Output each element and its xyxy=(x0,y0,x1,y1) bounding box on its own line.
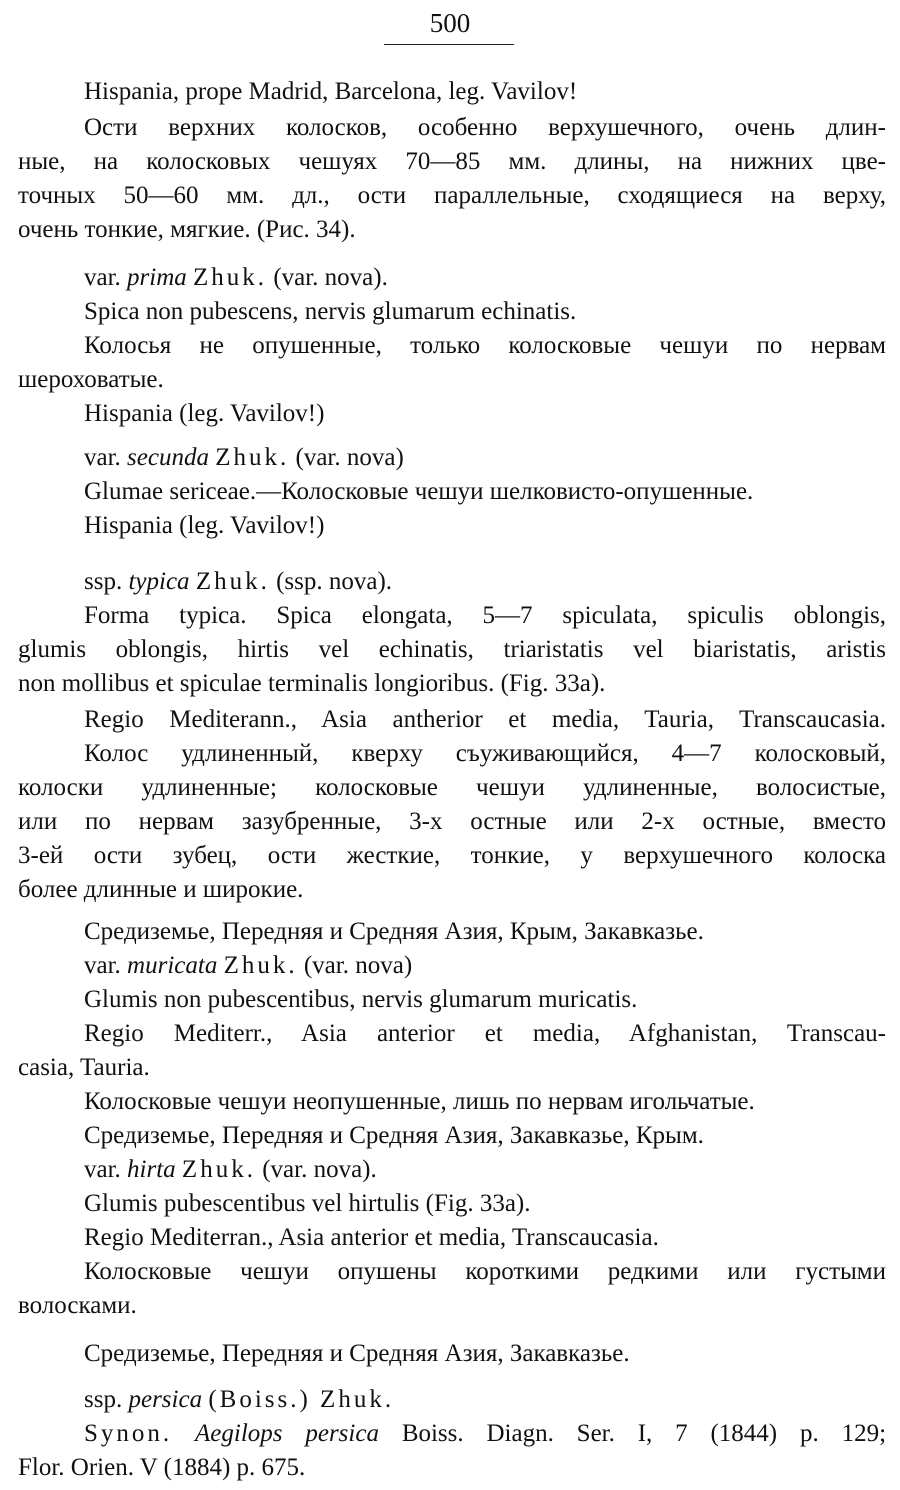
text-line: Glumae sericeae.—Колосковые чешуи шелковисто-опушенные. xyxy=(84,478,754,505)
text-line: 3-ей ости зубец, ости жесткие, тонкие, у верхушечного колоска xyxy=(18,842,886,869)
text-line: Glumis pubescentibus vel hirtulis (Fig. 33a). xyxy=(84,1190,531,1217)
synonym-line: Synon. Aegilops persica Boiss. Diagn. Ser. I, 7 (1844) p. 129; xyxy=(84,1420,887,1447)
text-line: Ости верхних колосков, особенно верхушечного, очень длин- xyxy=(84,114,886,141)
taxon-heading-persica: ssp. persica (Boiss.) Zhuk. xyxy=(84,1386,395,1413)
text-line: Средиземье, Передняя и Средняя Азия, Крым, Закавказье. xyxy=(84,918,704,945)
text-line: glumis oblongis, hirtis vel echinatis, triaristatis vel biaristatis, aristis xyxy=(18,636,886,663)
text-line: Колосковые чешуи неопушенные, лишь по нервам игольчатые. xyxy=(84,1088,755,1115)
text-line: Средиземье, Передняя и Средняя Азия, Закавказье. xyxy=(84,1340,630,1367)
text-line: Glumis non pubescentibus, nervis glumarum muricatis. xyxy=(84,986,638,1013)
text-line: очень тонкие, мягкие. (Рис. 34). xyxy=(18,216,356,243)
text-line: Hispania, prope Madrid, Barcelona, leg. Vavilov! xyxy=(84,78,578,105)
text-line: Колосковые чешуи опушены короткими редкими или густыми xyxy=(84,1258,886,1285)
text-line: Колосья не опушенные, только колосковые чешуи по нервам xyxy=(84,332,886,359)
text-line: non mollibus et spiculae terminalis longioribus. (Fig. 33a). xyxy=(18,670,606,697)
text-line: или по нервам зазубренные, 3-х остные или 2-х остные, вместо xyxy=(18,808,886,835)
text-line: Hispania (leg. Vavilov!) xyxy=(84,512,325,539)
text-line: Hispania (leg. Vavilov!) xyxy=(84,400,325,427)
text-line: Forma typica. Spica elongata, 5—7 spiculata, spiculis oblongis, xyxy=(84,602,886,629)
taxon-heading-prima: var. prima Zhuk. (var. nova). xyxy=(84,264,388,291)
text-line: волосками. xyxy=(18,1292,137,1319)
text-line: Spica non pubescens, nervis glumarum echinatis. xyxy=(84,298,577,325)
page-number-underline xyxy=(384,44,514,45)
taxon-heading-typica: ssp. typica Zhuk. (ssp. nova). xyxy=(84,568,393,595)
text-line: Колос удлиненный, кверху съуживающийся, 4—7 колосковый, xyxy=(84,740,886,767)
text-line: casia, Tauria. xyxy=(18,1054,150,1081)
text-line: Regio Mediterr., Asia anterior et media, Afghanistan, Transcau- xyxy=(84,1020,886,1047)
text-line: Regio Mediterran., Asia anterior et media, Transcaucasia. xyxy=(84,1224,659,1251)
page-number: 500 xyxy=(429,8,471,38)
taxon-heading-muricata: var. muricata Zhuk. (var. nova) xyxy=(84,952,413,979)
text-line: Средиземье, Передняя и Средняя Азия, Закавказье, Крым. xyxy=(84,1122,704,1149)
text-line: ные, на колосковых чешуях 70—85 мм. длины, на нижних цве- xyxy=(18,148,886,175)
taxon-heading-secunda: var. secunda Zhuk. (var. nova) xyxy=(84,444,404,471)
text-line: более длинные и широкие. xyxy=(18,876,304,903)
text-line: колоски удлиненные; колосковые чешуи удлиненные, волосистые, xyxy=(18,774,886,801)
text-line: Regio Mediterann., Asia antherior et media, Tauria, Transcaucasia. xyxy=(84,706,886,733)
text-line: шероховатые. xyxy=(18,366,164,393)
text-line: Flor. Orien. V (1884) p. 675. xyxy=(18,1454,306,1481)
taxon-heading-hirta: var. hirta Zhuk. (var. nova). xyxy=(84,1156,377,1183)
text-line: точных 50—60 мм. дл., ости параллельные, сходящиеся на верху, xyxy=(18,182,886,209)
